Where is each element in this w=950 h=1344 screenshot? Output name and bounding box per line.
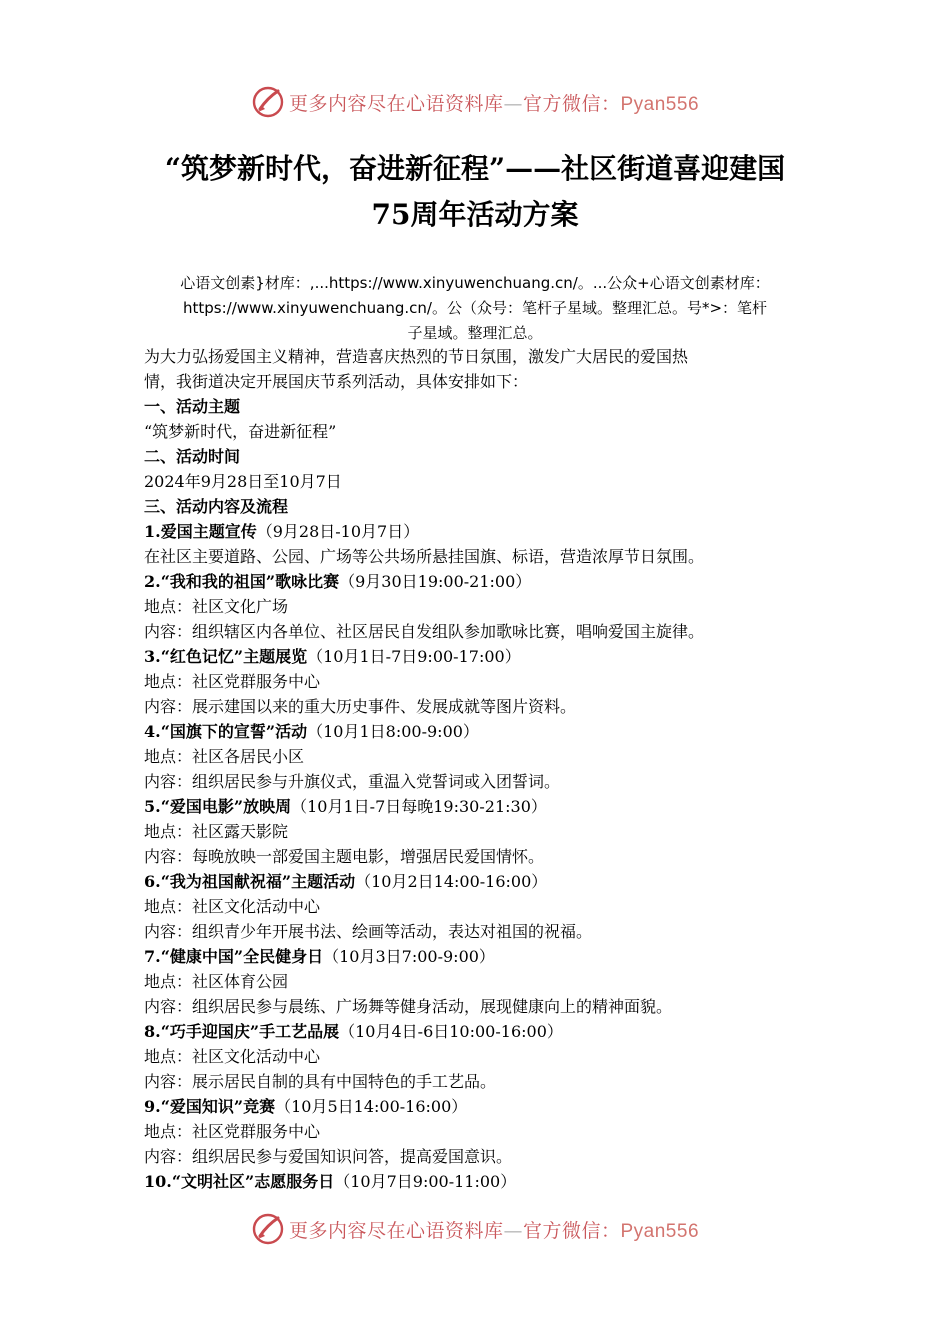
activity-heading: [144, 644, 824, 669]
activity-title: 6.“我为祖国献祝福”主题活动: [144, 872, 356, 891]
banner-handle: Pyan556: [620, 1220, 700, 1242]
activity-time: （10月1日-7日9:00-17:00）: [307, 647, 521, 666]
source-notice: [140, 271, 810, 346]
activity-location: 地点：社区党群服务中心: [144, 672, 321, 691]
activity-detail: 内容：展示居民自制的具有中国特色的手工艺品。: [144, 1072, 497, 1091]
activity-heading: [144, 869, 824, 894]
activity-title: 5.“爱国电影”放映周: [144, 797, 292, 816]
activity-detail: 在社区主要道路、公园、广场等公共场所悬挂国旗、标语，营造浓厚节日氛围。: [144, 547, 705, 566]
banner-site-name: 更多内容尽在心语资料库: [288, 1219, 504, 1242]
activity-heading: [144, 794, 824, 819]
banner-suffix: 官方微信：: [522, 1219, 621, 1242]
banner-text: [289, 89, 699, 116]
activity-time: （10月1日-7日每晚19:30-21:30）: [291, 797, 547, 816]
title-line-1: “筑梦新时代，奋进新征程”——社区街道喜迎建国: [164, 152, 786, 185]
activity-heading: [144, 1169, 824, 1194]
activity-title: 1.爱国主题宣传: [144, 522, 257, 541]
activity-detail: 内容：组织居民参与升旗仪式，重温入党誓词或入团誓词。: [144, 772, 561, 791]
activity-title: 4.“国旗下的宣誓”活动: [144, 722, 308, 741]
activity-title: 7.“健康中国”全民健身日: [144, 947, 324, 966]
theme-text: “筑梦新时代，奋进新征程”: [144, 422, 337, 441]
activity-title: 2.“我和我的祖国”歌咏比赛: [144, 572, 340, 591]
document-body: [144, 344, 824, 1194]
activity-detail: 内容：组织居民参与爱国知识问答，提高爱国意识。: [144, 1147, 513, 1166]
activity-time: （10月1日8:00-9:00）: [307, 722, 479, 741]
banner-suffix: 官方微信：: [522, 92, 621, 115]
document-title: [0, 146, 950, 238]
activity-title: 8.“巧手迎国庆”手工艺品展: [144, 1022, 340, 1041]
brush-logo-icon: [251, 1212, 285, 1246]
section-heading-content: 三、活动内容及流程: [144, 497, 289, 516]
activity-time: （9月30日19:00-21:00）: [339, 572, 532, 591]
activity-time: （10月3日7:00-9:00）: [323, 947, 495, 966]
activity-title: 10.“文明社区”志愿服务日: [144, 1172, 335, 1191]
activity-title: 3.“红色记忆”主题展览: [144, 647, 308, 666]
activity-location: 地点：社区党群服务中心: [144, 1122, 321, 1141]
activity-title: 9.“爱国知识”竞赛: [144, 1097, 276, 1116]
source-notice-line-3: 子星域。整理汇总。: [407, 324, 543, 342]
banner-dash: —: [503, 1219, 523, 1242]
activity-list: [144, 519, 824, 1194]
time-text: 2024年9月28日至10月7日: [144, 472, 342, 491]
activity-detail: 内容：组织青少年开展书法、绘画等活动，表达对祖国的祝福。: [144, 922, 593, 941]
banner-handle: Pyan556: [620, 93, 700, 115]
activity-location: 地点：社区各居民小区: [144, 747, 305, 766]
activity-heading: [144, 569, 824, 594]
banner-site-name: 更多内容尽在心语资料库: [288, 92, 504, 115]
source-notice-line-2: https://www.xinyuwenchuang.cn/。公（众号：笔杆子星域。整理汇总。号*>：笔杆: [182, 299, 768, 317]
section-heading-time: 二、活动时间: [144, 447, 241, 466]
activity-heading: [144, 1094, 824, 1119]
banner-text: [289, 1216, 699, 1243]
activity-time: （10月5日14:00-16:00）: [275, 1097, 468, 1116]
title-line-2: 75周年活动方案: [371, 198, 579, 231]
activity-location: 地点：社区文化活动中心: [144, 1047, 321, 1066]
activity-location: 地点：社区文化活动中心: [144, 897, 321, 916]
activity-time: （10月7日9:00-11:00）: [334, 1172, 517, 1191]
header-watermark-banner: [0, 82, 950, 122]
activity-detail: 内容：组织居民参与晨练、广场舞等健身活动，展现健康向上的精神面貌。: [144, 997, 673, 1016]
intro-paragraph-line-1: 为大力弘扬爱国主义精神，营造喜庆热烈的节日氛围，激发广大居民的爱国热: [144, 347, 689, 366]
footer-watermark-banner: [0, 1209, 950, 1249]
activity-detail: 内容：每晚放映一部爱国主题电影，增强居民爱国情怀。: [144, 847, 545, 866]
banner-dash: —: [503, 92, 523, 115]
brush-logo-icon: [251, 85, 285, 119]
activity-detail: 内容：组织辖区内各单位、社区居民自发组队参加歌咏比赛，唱响爱国主旋律。: [144, 622, 705, 641]
activity-heading: [144, 1019, 824, 1044]
intro-paragraph-line-2: 情，我街道决定开展国庆节系列活动，具体安排如下：: [144, 372, 529, 391]
activity-location: 地点：社区露天影院: [144, 822, 289, 841]
activity-time: （9月28日-10月7日）: [256, 522, 420, 541]
activity-heading: [144, 944, 824, 969]
activity-location: 地点：社区体育公园: [144, 972, 289, 991]
activity-heading: [144, 519, 824, 544]
section-heading-theme: 一、活动主题: [144, 397, 241, 416]
activity-time: （10月2日14:00-16:00）: [355, 872, 548, 891]
activity-heading: [144, 719, 824, 744]
activity-detail: 内容：展示建国以来的重大历史事件、发展成就等图片资料。: [144, 697, 577, 716]
activity-location: 地点：社区文化广场: [144, 597, 289, 616]
source-notice-line-1: 心语文创素}材库：,...https://www.xinyuwenchuang.cn/。...公众+心语文创素材库：: [180, 274, 770, 292]
activity-time: （10月4日-6日10:00-16:00）: [339, 1022, 563, 1041]
